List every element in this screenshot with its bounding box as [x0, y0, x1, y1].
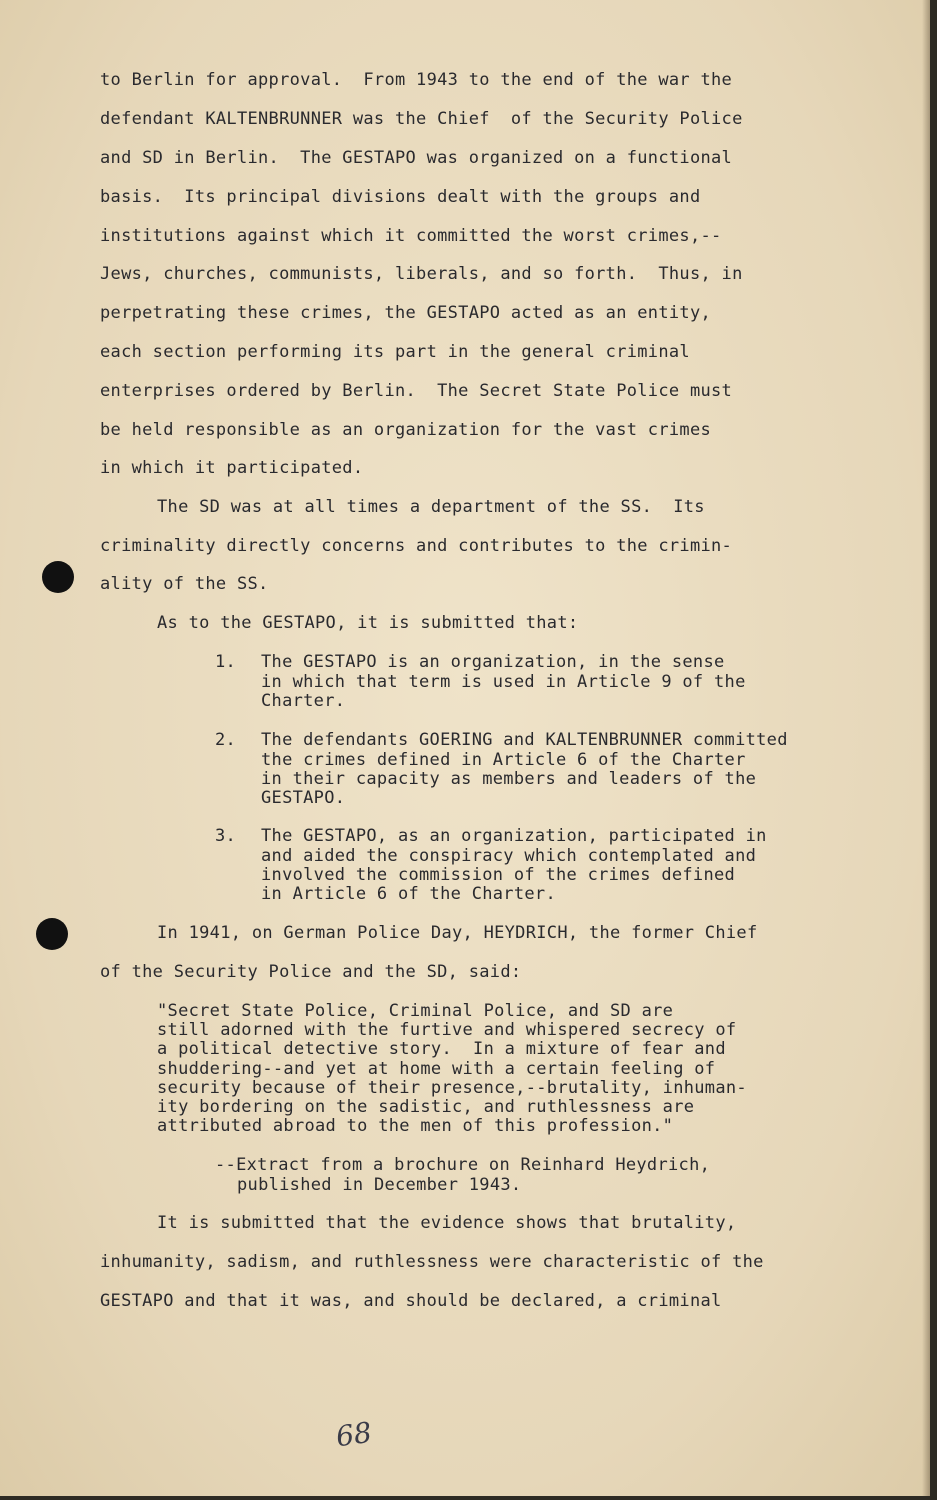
text-line: GESTAPO and that it was, and should be declared, a criminal — [100, 1291, 722, 1311]
text-line: of the Security Police and the SD, said: — [100, 962, 522, 982]
list-item-line: in which that term is used in Article 9 of the — [261, 672, 746, 692]
quote-line: ity bordering on the sadistic, and ruthlessness are — [157, 1097, 695, 1117]
list-item-line: The GESTAPO is an organization, in the sense — [261, 652, 725, 672]
list-number: 3. — [215, 826, 237, 846]
text-line: in which it participated. — [100, 458, 364, 478]
text-line: to Berlin for approval. From 1943 to the end of the war the — [100, 70, 733, 90]
text-line: enterprises ordered by Berlin. The Secret State Police must — [100, 381, 733, 401]
citation-line: --Extract from a brochure on Reinhard Heydrich, — [215, 1155, 711, 1175]
text-line: be held responsible as an organization for the vast crimes — [100, 420, 712, 440]
text-line: and SD in Berlin. The GESTAPO was organized on a functional — [100, 148, 733, 168]
text-line: It is submitted that the evidence shows that brutality, — [157, 1213, 737, 1233]
punch-hole — [42, 561, 74, 593]
quote-line: still adorned with the furtive and whispered secrecy of — [157, 1020, 737, 1040]
text-line: In 1941, on German Police Day, HEYDRICH, the former Chief — [157, 923, 758, 943]
text-line: criminality directly concerns and contributes to the crimin- — [100, 536, 733, 556]
list-item-line: and aided the conspiracy which contemplated and — [261, 846, 757, 866]
page-number: 68 — [333, 1415, 374, 1454]
quote-line: shuddering--and yet at home with a certain feeling of — [157, 1059, 716, 1079]
citation-line: published in December 1943. — [237, 1175, 522, 1195]
list-item-line: the crimes defined in Article 6 of the Charter — [261, 750, 746, 770]
list-number: 2. — [215, 730, 237, 750]
text-line: each section performing its part in the general criminal — [100, 342, 690, 362]
text-line: ality of the SS. — [100, 574, 269, 594]
text-line: basis. Its principal divisions dealt with the groups and — [100, 187, 701, 207]
text-line: As to the GESTAPO, it is submitted that: — [157, 613, 579, 633]
quote-line: security because of their presence,--brutality, inhuman- — [157, 1078, 747, 1098]
text-line: defendant KALTENBRUNNER was the Chief of the Security Police — [100, 109, 743, 129]
quote-line: a political detective story. In a mixture of fear and — [157, 1039, 726, 1059]
list-item-line: The GESTAPO, as an organization, participated in — [261, 826, 767, 846]
quote-line: "Secret State Police, Criminal Police, and SD are — [157, 1001, 674, 1021]
list-item-line: The defendants GOERING and KALTENBRUNNER committed — [261, 730, 788, 750]
text-line: institutions against which it committed the worst crimes,-- — [100, 226, 722, 246]
list-item-line: in Article 6 of the Charter. — [261, 884, 556, 904]
list-item-line: involved the commission of the crimes defined — [261, 865, 736, 885]
list-item-line: Charter. — [261, 691, 346, 711]
list-item-line: in their capacity as members and leaders of the — [261, 769, 757, 789]
text-line: inhumanity, sadism, and ruthlessness were characteristic of the — [100, 1252, 764, 1272]
text-line: Jews, churches, communists, liberals, and so forth. Thus, in — [100, 264, 743, 284]
list-item-line: GESTAPO. — [261, 788, 346, 808]
text-line: perpetrating these crimes, the GESTAPO acted as an entity, — [100, 303, 712, 323]
punch-hole — [36, 918, 68, 950]
list-number: 1. — [215, 652, 237, 672]
quote-line: attributed abroad to the men of this profession." — [157, 1116, 674, 1136]
text-line: The SD was at all times a department of the SS. Its — [157, 497, 705, 517]
